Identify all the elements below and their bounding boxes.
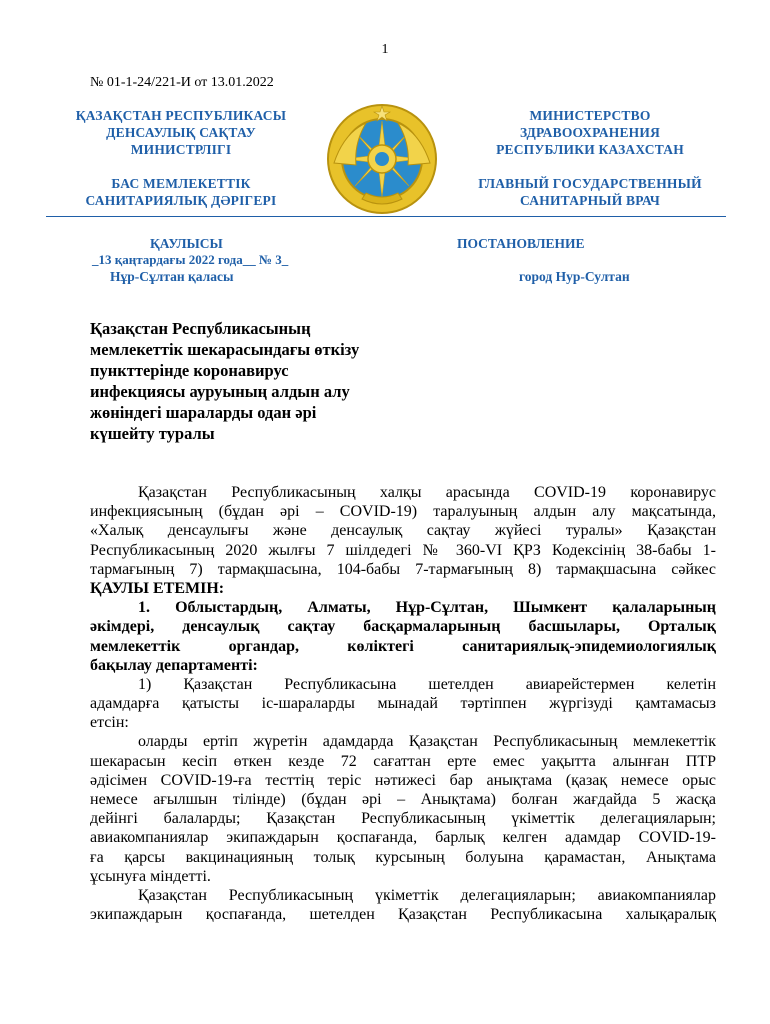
body-line: әкімдері, денсаулық сақтау басқармаларының басшылары, Орталық — [90, 618, 716, 636]
body-line: мемлекеттік органдар, көліктегі санитариялық-эпидемиологиялық — [90, 637, 716, 655]
document-number: № 01-1-24/221-И от 13.01.2022 — [90, 75, 274, 90]
decree-label-kazakh: ҚАУЛЫСЫ — [150, 236, 223, 251]
body-line: шекарасын кесіп өткен кезде 72 сағаттан ерте емес уақытта алынған ПТР — [90, 752, 716, 770]
page-number: 1 — [381, 42, 389, 57]
body-line: әдісімен COVID-19-ға тесттің теріс нәтижесі бар анықтама (қазақ немесе орыс — [90, 771, 716, 789]
title-line: күшейту туралы — [90, 424, 215, 443]
decree-date-line: _13 қаңтардағы 2022 года__ № 3_ — [92, 252, 289, 267]
body-line: ға қарсы вакцинацияның толық курсының болуына қарамастан, Анықтама — [90, 848, 716, 866]
body-line: экипаждарын қоспағанда, шетелден Қазақстан Республикасына халықаралық — [90, 906, 716, 924]
city-kazakh: Нұр-Сұлтан қаласы — [110, 269, 234, 284]
body-line: оларды ертіп жүретін адамдарда Қазақстан Республикасының мемлекеттік — [138, 733, 716, 751]
header-right-line: ГЛАВНЫЙ ГОСУДАРСТВЕННЫЙ — [478, 176, 702, 191]
header-right-line: ЗДРАВООХРАНЕНИЯ — [519, 125, 661, 140]
body-line: ұсынуға міндетті. — [90, 867, 211, 885]
title-line: инфекциясы ауруының алдын алу — [90, 382, 350, 401]
title-line: жөніндегі шараларды одан әрі — [90, 403, 317, 422]
body-line: бақылау департаменті: — [90, 656, 258, 674]
header-right-gap — [470, 158, 710, 175]
body-line: Республикасының 2020 жылғы 7 шілдедегі № 360-VI ҚРЗ Кодексінің 38-бабы 1- — [90, 541, 716, 559]
header-left-line: САНИТАРИЯЛЫҚ ДӘРІГЕРІ — [85, 193, 277, 208]
body-line: 1. Облыстардың, Алматы, Нұр-Сұлтан, Шымкент қалаларының — [138, 599, 716, 617]
header-right-line: РЕСПУБЛИКИ КАЗАХСТАН — [496, 142, 684, 157]
header-divider — [46, 216, 726, 217]
body-line: адамдарға қатысты іс-шараларды мынадай тәртіппен жүргізуді қамтамасыз — [90, 695, 716, 713]
body-line: Қазақстан Республикасының үкіметтік делегацияларын; авиакомпаниялар — [138, 886, 716, 904]
title-line: Қазақстан Республикасының — [90, 319, 311, 338]
title-line: пункттерінде коронавирус — [90, 361, 289, 380]
header-right-line: САНИТАРНЫЙ ВРАЧ — [520, 193, 660, 208]
body-line: ҚАУЛЫ ЕТЕМІН: — [90, 579, 225, 597]
header-left-line: ДЕНСАУЛЫҚ САҚТАУ — [106, 125, 256, 140]
document-title — [90, 318, 420, 444]
header-left-line: ҚАЗАҚСТАН РЕСПУБЛИКАСЫ — [75, 108, 287, 123]
body-line: етсін: — [90, 714, 129, 732]
header-left-line: МИНИСТРЛІГІ — [130, 142, 232, 157]
body-line: дейінгі балаларды; Қазақстан Республикасының үкіметтік делегацияларын; — [90, 810, 716, 828]
decree-label-russian: ПОСТАНОВЛЕНИЕ — [457, 236, 585, 251]
body-line: тармағының 7) тармақшасына, 104-бабы 7-тармағының 8) тармақшасына сәйкес — [90, 560, 716, 578]
body-line: 1) Қазақстан Республикасына шетелден авиарейстермен келетін — [138, 675, 716, 693]
header-left-gap — [66, 158, 296, 175]
header-left-kazakh — [66, 107, 296, 209]
body-line: немесе ағылшын тілінде) (бұдан әрі – Анықтама) болған жағдайда 5 жасқа — [90, 791, 716, 808]
document-body — [90, 483, 716, 924]
body-line: авиакомпаниялар экипаждарын қоспағанда, барлық келген адамдар COVID-19- — [90, 829, 716, 847]
header-left-line: БАС МЕМЛЕКЕТТІК — [111, 176, 251, 191]
header-right-line: МИНИСТЕРСТВО — [529, 108, 651, 123]
body-line: Қазақстан Республикасының халқы арасында COVID-19 коронавирус — [138, 484, 716, 501]
header-right-russian — [470, 107, 710, 209]
state-emblem-icon — [326, 103, 438, 215]
title-line: мемлекеттік шекарасындағы өткізу — [90, 340, 360, 359]
body-line: инфекциясының (бұдан әрі – COVID-19) таралуының алдын алу мақсатында, — [90, 503, 716, 521]
body-line: «Халық денсаулығы және денсаулық сақтау жүйесі туралы» Қазақстан — [90, 522, 716, 540]
city-russian: город Нур-Султан — [519, 269, 630, 284]
